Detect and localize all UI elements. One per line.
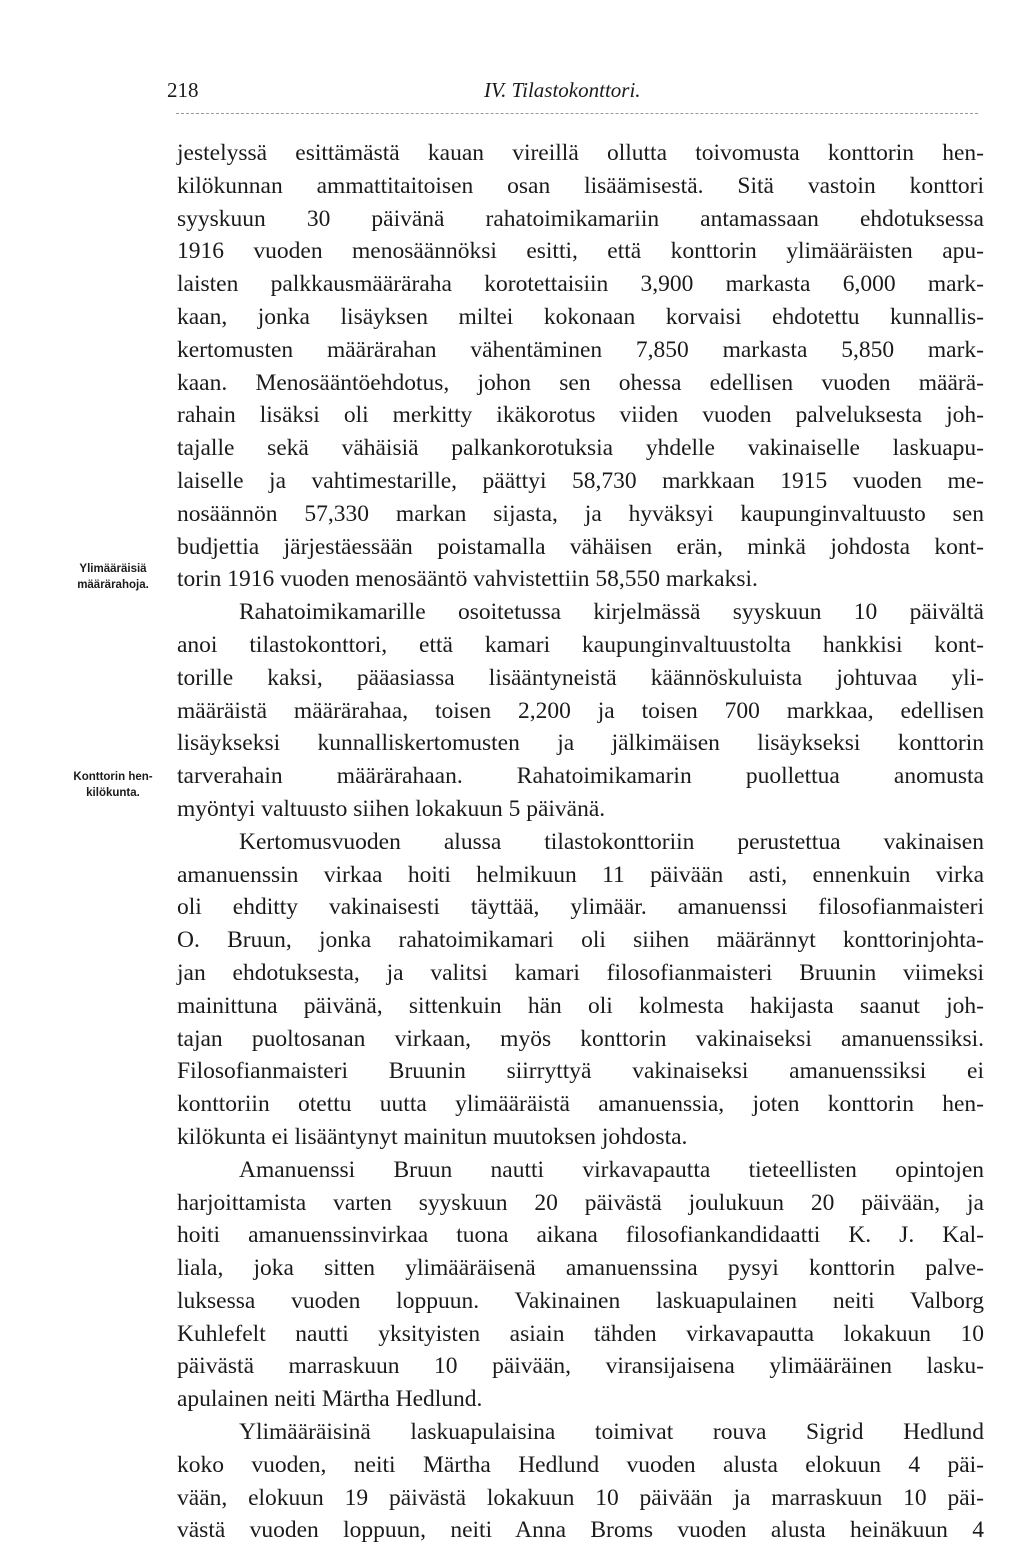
text-line: anoi tilastokonttori, että kamari kaupunginvaltuustolta hankkisi kont- <box>177 631 984 658</box>
text-line: torin 1916 vuoden menosääntö vahvistettiin 58,550 markaksi. <box>177 566 758 593</box>
text-line: rahain lisäksi oli merkitty ikäkorotus viiden vuoden palveluksesta joh- <box>177 402 984 429</box>
text-line: budjettia järjestäessään poistamalla vähäisen erän, minkä johdosta kont- <box>177 533 984 560</box>
margin-note-line: kilökunta. <box>86 787 140 799</box>
text-line: västä vuoden loppuun, neiti Anna Broms vuoden alusta heinäkuun 4 <box>177 1517 984 1544</box>
text-line: O. Bruun, jonka rahatoimikamari oli siihen määrännyt konttorinjohta- <box>177 927 984 954</box>
text-line: liala, joka sitten ylimääräisenä amanuenssina pysyi konttorin palve- <box>177 1255 984 1282</box>
margin-note-line: Ylimääräisiä <box>79 563 147 575</box>
text-line: nosäännön 57,330 markan sijasta, ja hyväksyi kaupunginvaltuusto sen <box>177 500 984 527</box>
text-line: kaan, jonka lisäyksen miltei kokonaan korvaisi ehdotettu kunnallis- <box>177 303 984 330</box>
text-line: Kuhlefelt nautti yksityisten asiain tähden virkavapautta lokakuun 10 <box>177 1320 984 1347</box>
text-line: konttoriin otettu uutta ylimääräistä amanuenssia, joten konttorin hen- <box>177 1091 984 1118</box>
text-line: kaan. Menosääntöehdotus, johon sen ohessa edellisen vuoden määrä- <box>177 369 984 396</box>
text-line: tajalle sekä vähäisiä palkankorotuksia yhdelle vakinaiselle laskuapu- <box>177 435 984 462</box>
text-line: amanuenssin virkaa hoiti helmikuun 11 päivään asti, ennenkuin virka <box>177 861 984 888</box>
text-line: myöntyi valtuusto siihen lokakuun 5 päivänä. <box>177 795 606 822</box>
text-line: tajan puoltosanan virkaan, myös konttorin vakinaiseksi amanuenssiksi. <box>177 1025 984 1052</box>
text-line: oli ehditty vakinaisesti täyttää, ylimäär. amanuenssi filosofianmaisteri <box>177 894 984 921</box>
text-line: vään, elokuun 19 päivästä lokakuun 10 päivään ja marraskuun 10 päi- <box>177 1484 984 1511</box>
text-line: tarverahain määrärahaan. Rahatoimikamarin puollettua anomusta <box>177 763 984 790</box>
margin-note-line: Konttorin hen- <box>73 771 153 783</box>
margin-note-line: määrärahoja. <box>77 579 149 591</box>
text-line: määräistä määrärahaa, toisen 2,200 ja toisen 700 markkaa, edellisen <box>177 697 984 724</box>
page-number: 218 <box>167 78 199 102</box>
header-rule <box>176 113 978 114</box>
text-line: Rahatoimikamarille osoitetussa kirjelmässä syyskuun 10 päivältä <box>239 599 984 626</box>
text-line: mainittuna päivänä, sittenkuin hän oli kolmesta hakijasta saanut joh- <box>177 992 984 1019</box>
text-line: koko vuoden, neiti Märtha Hedlund vuoden alusta elokuun 4 päi- <box>177 1451 984 1478</box>
text-line: Filosofianmaisteri Bruunin siirryttyä vakinaiseksi amanuenssiksi ei <box>177 1058 984 1085</box>
text-line: Kertomusvuoden alussa tilastokonttoriin perustettua vakinaisen <box>239 828 984 855</box>
text-line: Ylimääräisinä laskuapulaisina toimivat rouva Sigrid Hedlund <box>239 1419 984 1446</box>
text-line: jan ehdotuksesta, ja valitsi kamari filosofianmaisteri Bruunin viimeksi <box>177 959 984 986</box>
margin-note <box>63 769 163 801</box>
text-line: Amanuenssi Bruun nautti virkavapautta tieteellisten opintojen <box>239 1156 984 1183</box>
text-line: harjoittamista varten syyskuun 20 päivästä joulukuun 20 päivään, ja <box>177 1189 984 1216</box>
text-line: jestelyssä esittämästä kauan vireillä ollutta toivomusta konttorin hen- <box>177 140 984 166</box>
running-title: IV. Tilastokonttori. <box>484 78 641 102</box>
text-line: hoiti amanuenssinvirkaa tuona aikana filosofiankandidaatti K. J. Kal- <box>177 1222 984 1249</box>
text-line: lisäykseksi kunnalliskertomusten ja jälkimäisen lisäykseksi konttorin <box>177 730 984 757</box>
text-line: luksessa vuoden loppuun. Vakinainen laskuapulainen neiti Valborg <box>177 1287 984 1314</box>
text-line: kilökunta ei lisääntynyt mainitun muutoksen johdosta. <box>177 1123 688 1150</box>
text-line: torille kaksi, pääasiassa lisääntyneistä käännöskuluista johtuvaa yli- <box>177 664 984 691</box>
text-line: 1916 vuoden menosäännöksi esitti, että konttorin ylimääräisten apu- <box>177 238 984 265</box>
text-line: kilökunnan ammattitaitoisen osan lisäämisestä. Sitä vastoin konttori <box>177 172 984 199</box>
text-line: kertomusten määrärahan vähentäminen 7,850 markasta 5,850 mark- <box>177 336 984 363</box>
body-text <box>177 137 984 1547</box>
text-line: laiselle ja vahtimestarille, päättyi 58,730 markkaan 1915 vuoden me- <box>177 467 984 494</box>
text-line: apulainen neiti Märtha Hedlund. <box>177 1386 483 1413</box>
margin-note <box>63 561 163 593</box>
text-line: syyskuun 30 päivänä rahatoimikamariin antamassaan ehdotuksessa <box>177 205 984 232</box>
text-line: päivästä marraskuun 10 päivään, viransijaisena ylimääräinen lasku- <box>177 1353 984 1380</box>
text-line: laisten palkkausmääräraha korotettaisiin 3,900 markasta 6,000 mark- <box>177 271 984 298</box>
